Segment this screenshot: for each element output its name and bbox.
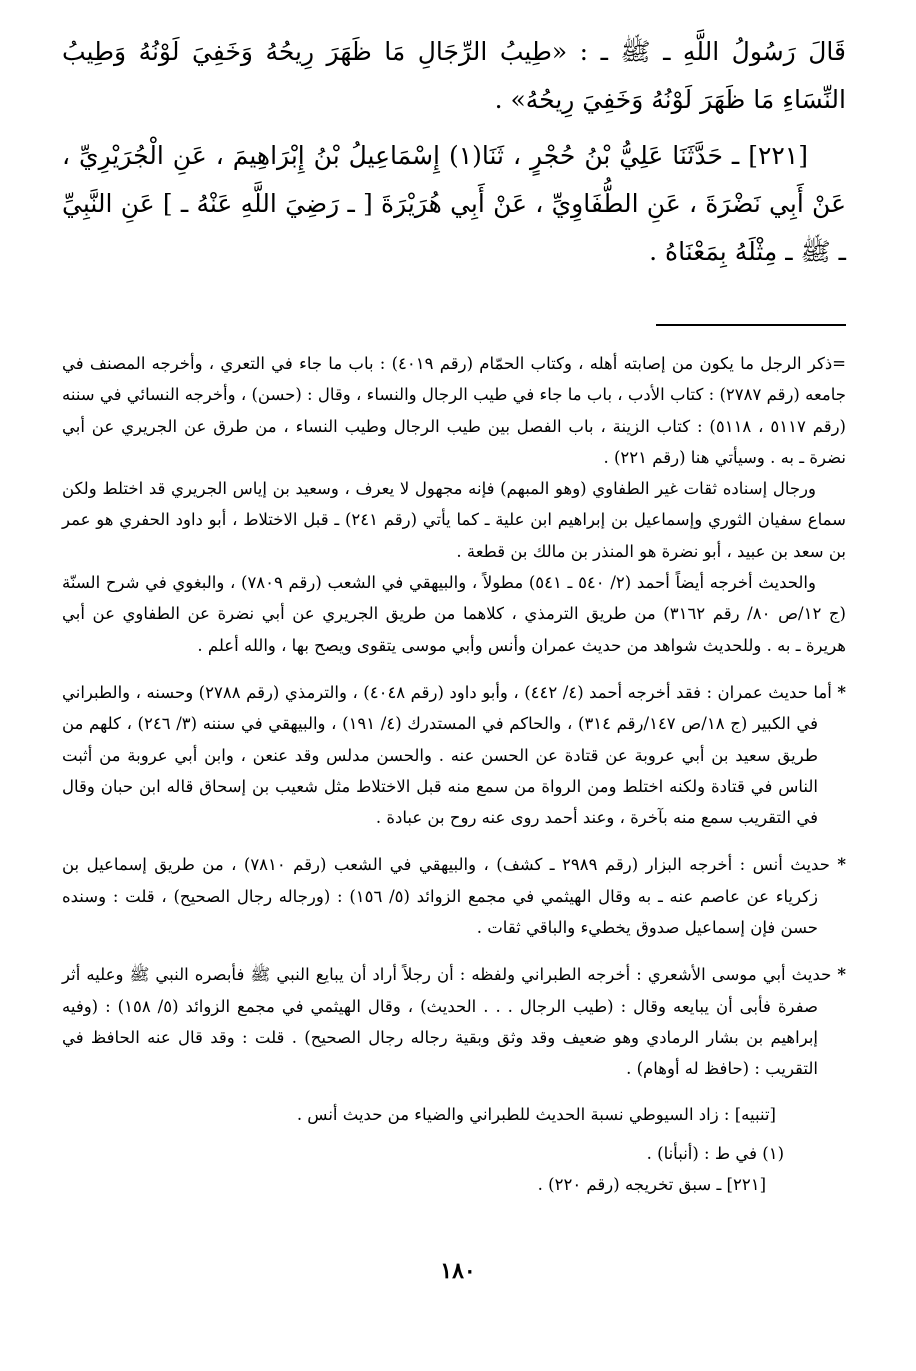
star-bullet-icon: * [837,855,846,875]
footnote-continuation: =ذكر الرجل ما يكون من إصابته أهله ، وكتاب الحمّام (رقم ٤٠١٩) : باب ما جاء في التعري ، وأخرجه المصنف في جامعه (رقم ٢٧٨٧) : كتاب الأدب ، باب ما جاء في طيب الرجال والنساء ، وقال : (حسن) ، وأخرجه النسائي في سننه (رقم ٥١١٧ ، ٥١١٨) : كتاب الزينة ، باب الفصل بين طيب الرجال وطيب النساء ، من طرق عن الجريري عن أبي نضرة ـ به . وسيأتي هنا (رقم ٢٢١) . [62,354,846,467]
footnote-imran-text: أما حديث عمران : فقد أخرجه أحمد (٤/ ٤٤٢) ، وأبو داود (رقم ٤٠٤٨) ، والترمذي (رقم ٢٧٨٨) وحسنه ، والطبراني في الكبير (ج ١٨/ص ١٤٧/رقم ٣١٤) ، والحاكم في المستدرك (٤/ ١٩١) ، والبيهقي في سننه (٣/ ٢٤٦) ، كلهم من طريق سعيد بن أبي عروبة عن قتادة عن الحسن عنه . والحسن مدلس وقد عنعن ، وابن أبي عروبة من أثبت الناس في قتادة ولكنه اختلط ومن الرواة من سمع منه قبل الاختلاط مثل شعيب بن إسحاق قاله ابن حبان وقال في التقريب سمع منه بآخرة ، وعند أحمد روى عنه روح بن عبادة . [62,682,838,828]
page-number: ١٨٠ [440,1258,476,1284]
footnotes [62,348,846,1200]
footnote-1: (١) في ط : (أنبأنا) . [646,1143,784,1163]
footnote-separator [656,324,846,326]
footnote-221: [٢٢١] ـ سبق تخريجه (رقم ٢٢٠) . [537,1175,766,1195]
footnote-isnad-notes: ورجال إسناده ثقات غير الطفاوي (وهو المبهم) فإنه مجهول لا يعرف ، وسعيد بن إياس الجريري قد اختلط ولكن سماع سفيان الثوري وإسماعيل بن إبراهيم ابن علية ـ كما يأتي (رقم ٢٤١) ـ قبل الاختلاط ، أبو داود الحفري هو عمر بن سعد بن عبيد ، أبو نضرة هو المنذر بن مالك بن قطعة . [62,479,846,561]
star-bullet-icon: * [837,965,846,985]
footnote-anas [62,849,846,943]
footnote-abu-musa-text: حديث أبي موسى الأشعري : أخرجه الطبراني ولفظه : أن رجلاً أراد أن يبايع النبي ﷺ فأبصره النبي ﷺ وعليه أثر صفرة فأبى أن يبايعه وقال : (طيب الرجال . . . الحديث) ، وقال الهيثمي في مجمع الزوائد (٥/ ١٥٨) : (وفيه إبراهيم بن بشار الرمادي وهو ضعيف وقد وثق وبقية رجاله رجال الصحيح) . قلت : وقد قال عنه الحافظ في التقريب : (حافظ له أوهام) . [62,965,838,1079]
footnote-abu-musa [62,959,846,1084]
footnote-imran [62,677,846,833]
hadith-221-text: [٢٢١] ـ حَدَّثَنَا عَلِيُّ بْنُ حُجْرٍ ، ثَنَا(١) إِسْمَاعِيلُ بْنُ إِبْرَاهِيمَ ، عَنِ الْجُرَيْرِيِّ ، عَنْ أَبِي نَضْرَةَ ، عَنِ الطُّفَاوِيِّ ، عَنْ أَبِي هُرَيْرَةَ [ ـ رَضِيَ اللَّهِ عَنْهُ ـ ] عَنِ النَّبِيِّ ـ ﷺ ـ مِثْلَهُ بِمَعْنَاهُ . [62,141,846,266]
star-bullet-icon: * [837,682,846,702]
footnote-separator-wrap [62,302,846,326]
footnote-takhrij: والحديث أخرجه أيضاً أحمد (٢/ ٥٤٠ ـ ٥٤١) مطولاً ، والبيهقي في الشعب (رقم ٧٨٠٩) ، والبغوي في شرح السنّة (ج ١٢/ص ٨٠/ رقم ٣١٦٢) من طريق الترمذي ، كلاهما من طريق الجريري عن أبي نضرة عن الطفاوي عن أبي هريرة ـ به . وللحديث شواهد من حديث عمران وأنس وأبي موسى يتقوى ويصح بها ، والله أعلم . [62,573,846,655]
main-text [62,28,846,276]
footnote-tanbih: [تنبيه] : زاد السيوطي نسبة الحديث للطبراني والضياء من حديث أنس . [296,1104,776,1124]
footnote-anas-text: حديث أنس : أخرجه البزار (رقم ٢٩٨٩ ـ كشف) ، والبيهقي في الشعب (رقم ٧٨١٠) ، من طريق إسماعيل بن زكرياء عن عاصم عنه ـ به وقال الهيثمي في مجمع الزوائد (٥/ ١٥٦) : (ورجاله رجال الصحيح) ، قلت : وسنده حسن فإن إسماعيل صدوق يخطيء والباقي ثقات . [62,855,838,938]
hadith-quote-text: قَالَ رَسُولُ اللَّهِ ـ ﷺ ـ : «طِيبُ الرِّجَالِ مَا ظَهَرَ رِيحُهُ وَخَفِيَ لَوْنُهُ وَطِيبُ النِّسَاءِ مَا ظَهَرَ لَوْنُهُ وَخَفِيَ رِيحُهُ» . [62,37,846,114]
